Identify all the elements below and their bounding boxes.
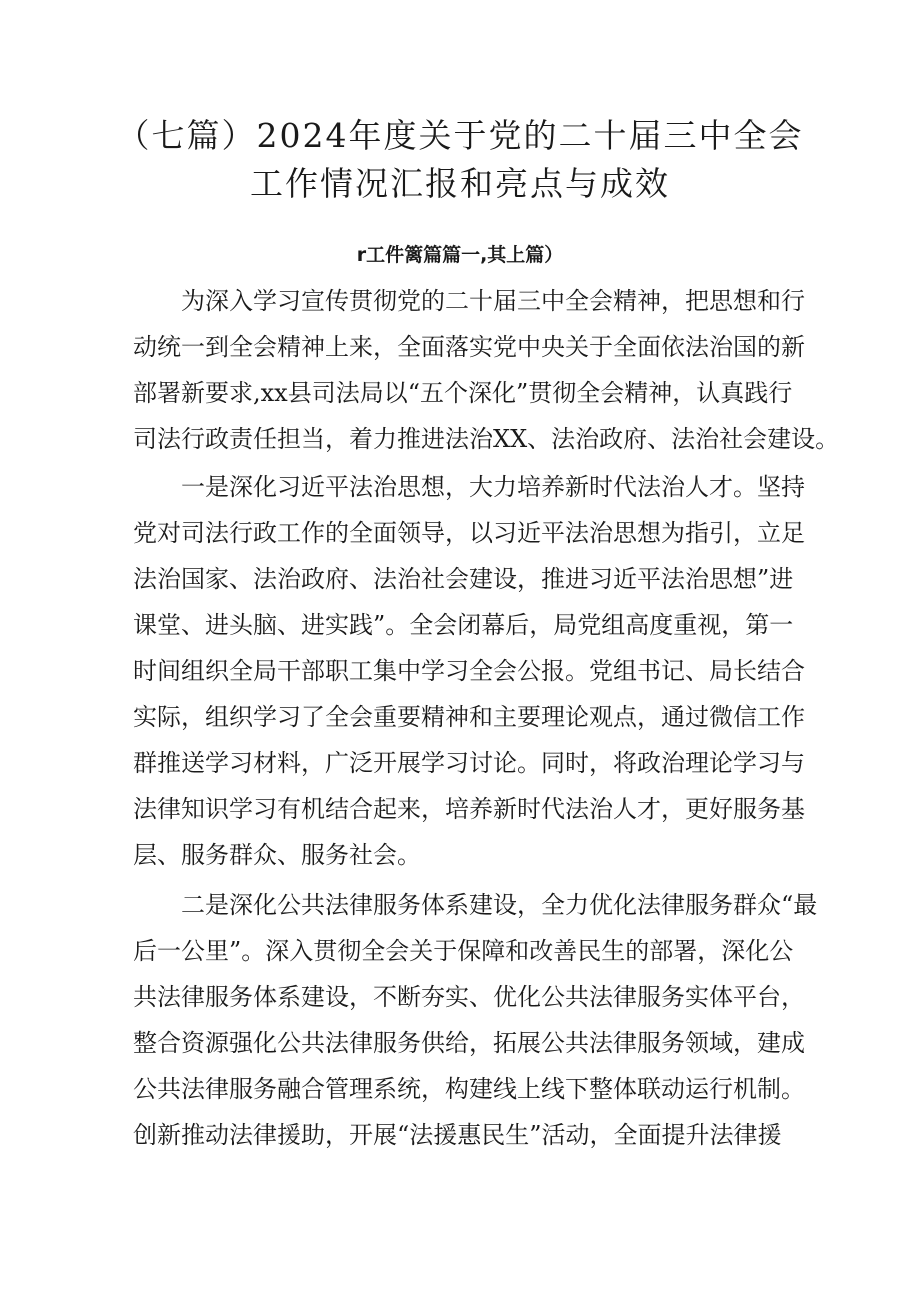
body-line: 二是深化公共法律服务体系建设，全力优化法律服务群众“最: [181, 891, 818, 919]
body-line: 法律知识学习有机结合起来，培养新时代法治人才，更好服务基: [133, 795, 805, 823]
body-line: 共法律服务体系建设，不断夯实、优化公共法律服务实体平台，: [133, 983, 805, 1011]
document-title-line-1: （七篇）2024年度关于党的二十届三中全会: [116, 116, 804, 155]
body-line: 层、服务群众、服务社会。: [133, 841, 421, 869]
body-line: 司法行政责任担当，着力推进法治XX、法治政府、法治社会建设。: [133, 425, 840, 453]
body-line: 时间组织全局干部职工集中学习全会公报。党组书记、局长结合: [133, 657, 805, 685]
body-line: 动统一到全会精神上来，全面落实党中央关于全面依法治国的新: [133, 333, 805, 361]
body-line: 党对司法行政工作的全面领导，以习近平法治思想为指引，立足: [133, 519, 805, 547]
body-line: 实际，组织学习了全会重要精神和主要理论观点，通过微信工作: [133, 703, 805, 731]
body-line: 课堂、进头脑、进实践”。全会闭幕后，局党组高度重视，第一: [133, 611, 794, 639]
body-line: 群推送学习材料，广泛开展学习讨论。同时，将政治理论学习与: [133, 749, 805, 777]
body-line: 后一公里”。深入贯彻全会关于保障和改善民生的部署，深化公: [133, 937, 794, 965]
body-line: 整合资源强化公共法律服务供给，拓展公共法律服务领域，建成: [133, 1029, 805, 1057]
document-subtitle: r工件篱篇篇一,其上篇）: [356, 244, 564, 266]
body-line: 公共法律服务融合管理系统，构建线上线下整体联动运行机制。: [133, 1075, 805, 1103]
body-line: 法治国家、法治政府、法治社会建设，推进习近平法治思想”进: [133, 565, 794, 593]
body-line: 创新推动法律援助，开展“法援惠民生”活动，全面提升法律援: [133, 1121, 782, 1149]
document-title-line-2: 工作情况汇报和亮点与成效: [250, 164, 670, 203]
body-line: 为深入学习宣传贯彻党的二十届三中全会精神，把思想和行: [181, 287, 805, 315]
body-line: 部署新要求,xx县司法局以“五个深化”贯彻全会精神，认真践行: [133, 379, 793, 407]
body-line: 一是深化习近平法治思想，大力培养新时代法治人才。坚持: [181, 473, 805, 501]
